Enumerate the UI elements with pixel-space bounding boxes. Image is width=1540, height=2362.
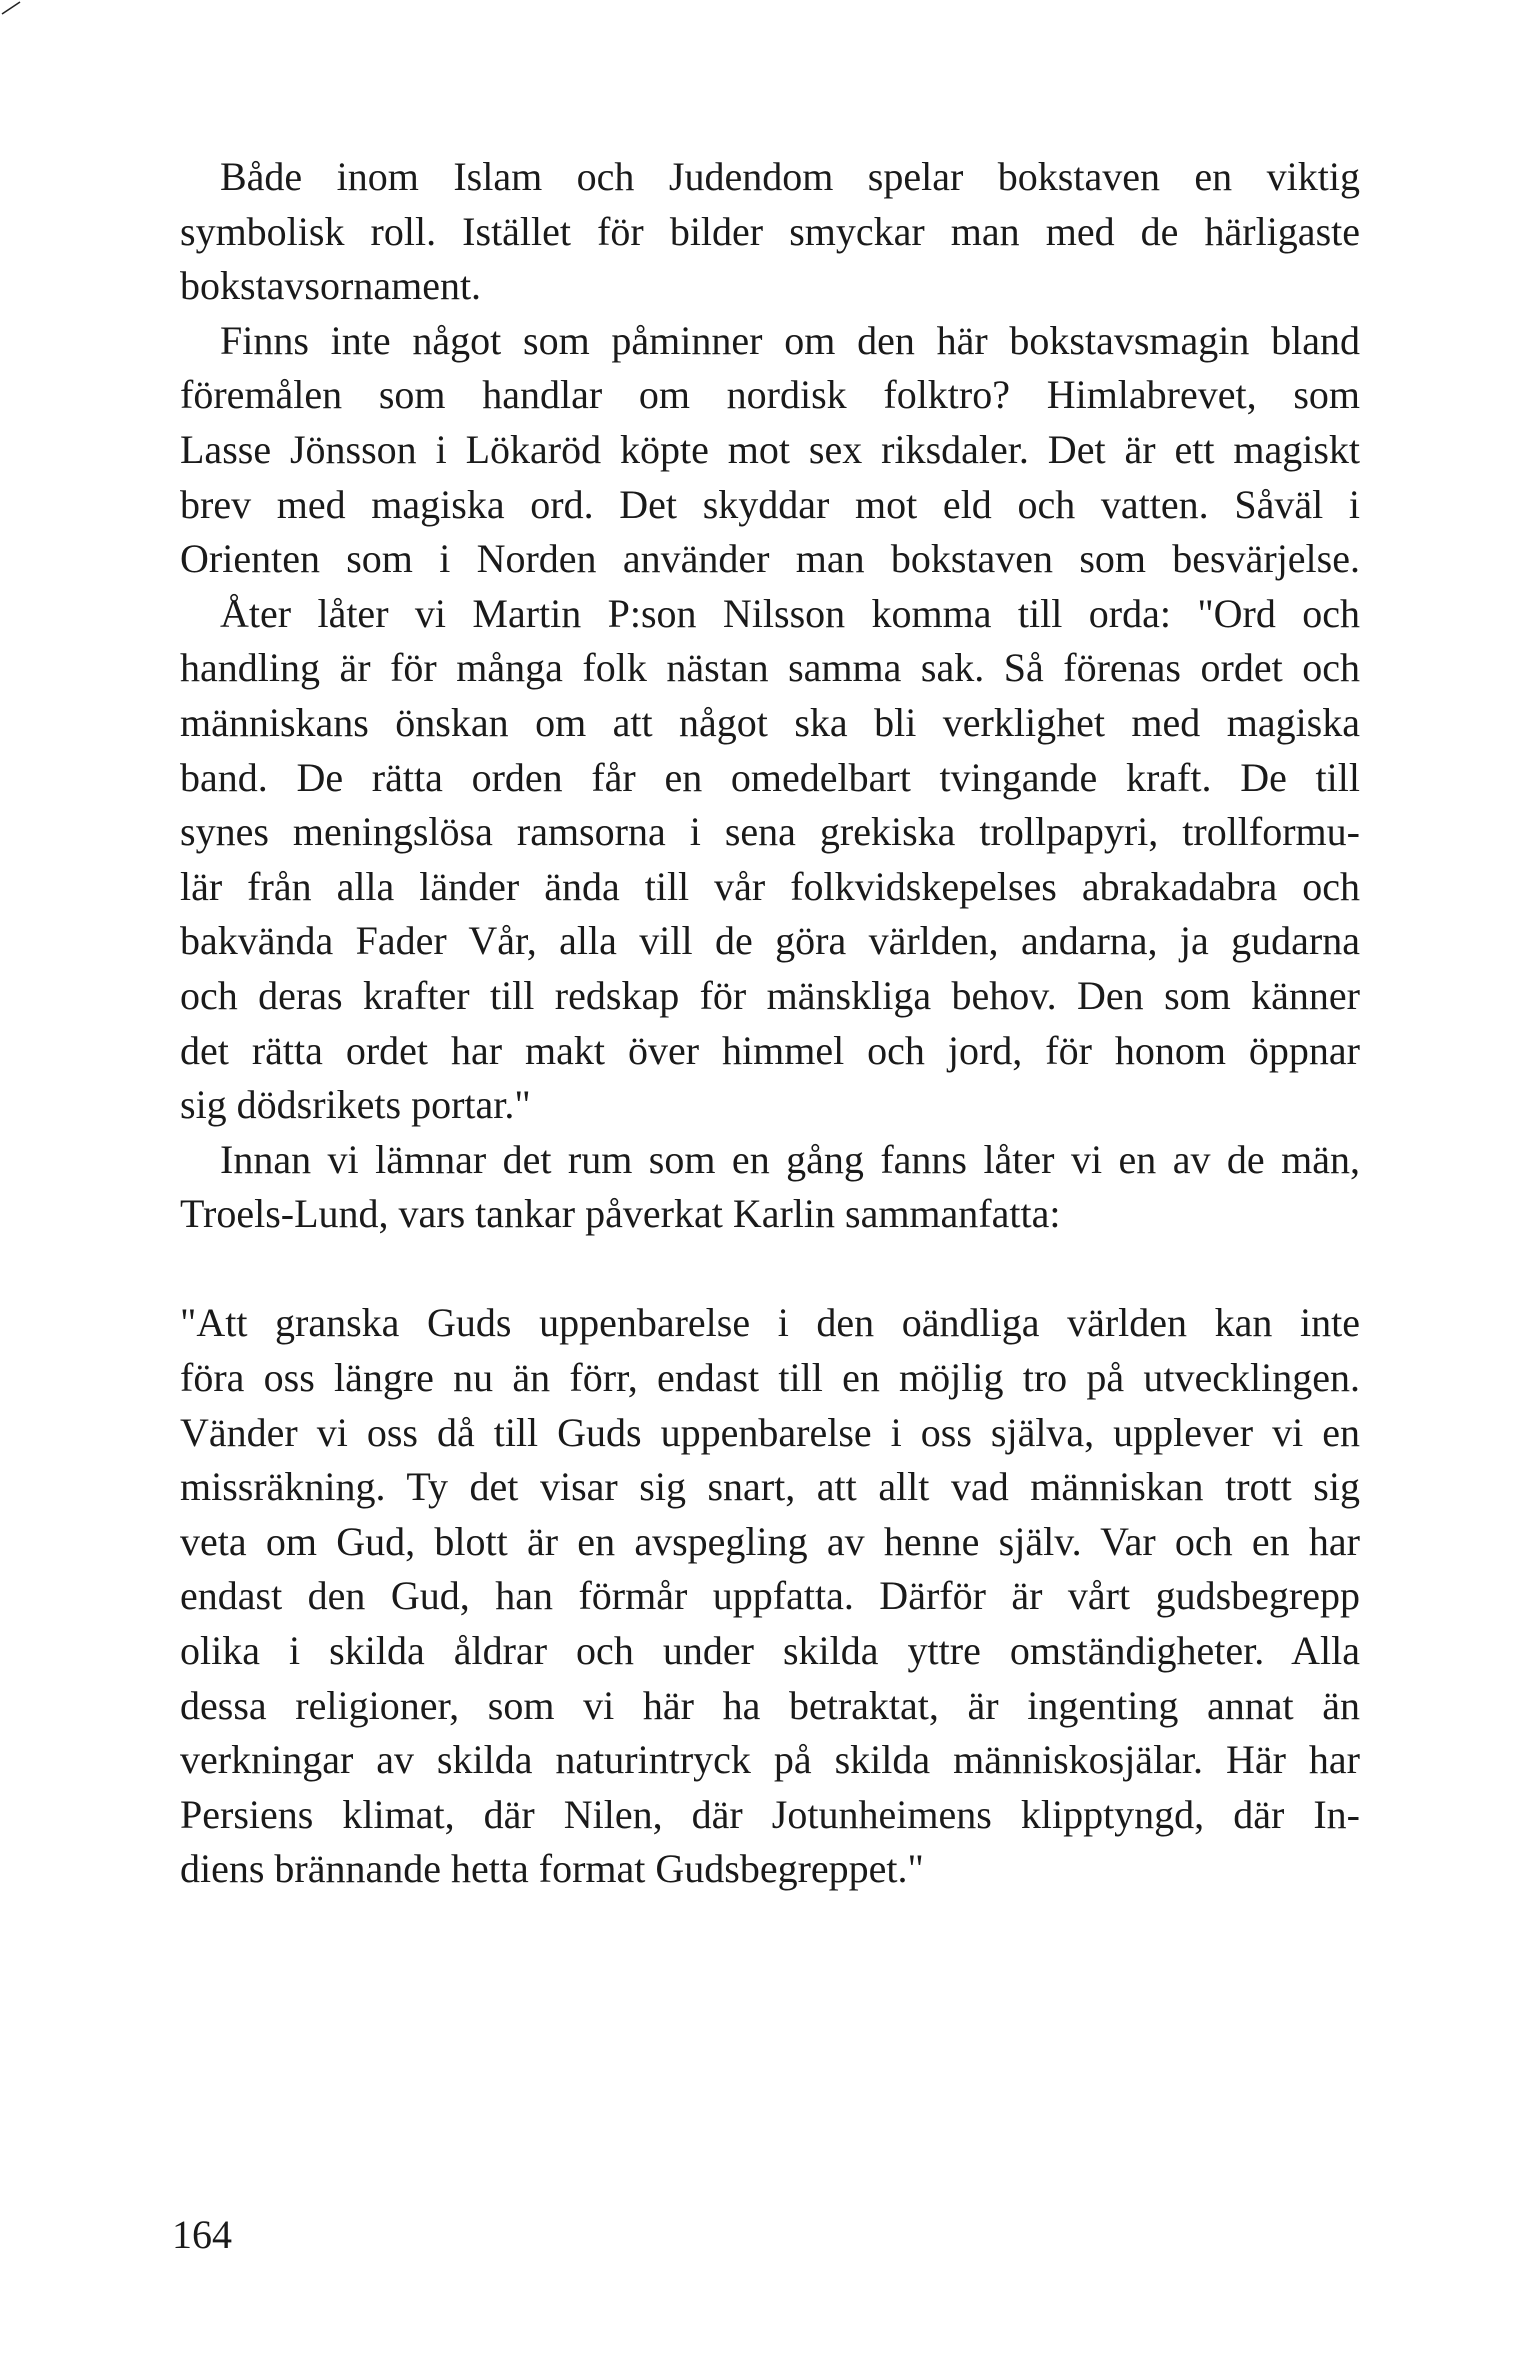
quote-line: olika i skilda åldrar och under skilda yttre omständigheter. Alla — [180, 1628, 1360, 1674]
quote-line: missräkning. Ty det visar sig snart, att allt vad människan trott sig — [180, 1464, 1360, 1510]
quote-line: Vänder vi oss då till Guds uppenbarelse i oss själva, upplever vi en — [180, 1409, 1360, 1455]
text-line: Finns inte något som påminner om den här bokstavsmagin bland — [220, 317, 1360, 363]
quote-line: föra oss längre nu än förr, endast till en möjlig tro på utvecklingen. — [180, 1355, 1360, 1401]
quote-line: verkningar av skilda naturintryck på skilda människosjälar. Här har — [180, 1737, 1360, 1783]
text-line: lär från alla länder ända till vår folkvidskepelses abrakadabra och — [180, 863, 1360, 909]
quote-line: dessa religioner, som vi här ha betraktat, är ingenting annat än — [180, 1682, 1360, 1728]
page-number: 164 — [172, 2212, 232, 2257]
text-line: Både inom Islam och Judendom spelar bokstaven en viktig — [220, 154, 1360, 199]
quote-line: "Att granska Guds uppenbarelse i den oändliga världen kan inte — [180, 1300, 1360, 1346]
quote-line: Persiens klimat, där Nilen, där Jotunheimens klipptyngd, där In- — [180, 1791, 1360, 1837]
paragraph-4 — [180, 1133, 1360, 1242]
paragraph-1 — [180, 150, 1360, 314]
text-line: och deras krafter till redskap för mänskliga behov. Den som känner — [180, 972, 1360, 1018]
text-line: handling är för många folk nästan samma sak. Så förenas ordet och — [180, 645, 1360, 691]
text-line: bakvända Fader Vår, alla vill de göra världen, andarna, ja gudarna — [180, 918, 1360, 964]
text-line: människans önskan om att något ska bli verklighet med magiska — [180, 699, 1360, 745]
quote-line: endast den Gud, han förmår uppfatta. Därför är vårt gudsbegrepp — [180, 1573, 1360, 1619]
paragraph-3 — [180, 587, 1360, 1133]
quote-line: veta om Gud, blott är en avspegling av henne själv. Var och en har — [180, 1518, 1360, 1564]
text-line: Troels-Lund, vars tankar påverkat Karlin sammanfatta: — [180, 1191, 1061, 1237]
text-line: sig dödsrikets portar." — [180, 1082, 531, 1128]
text-line: Innan vi lämnar det rum som en gång fanns låter vi en av de män, — [220, 1136, 1360, 1182]
body-text — [180, 150, 1360, 1897]
text-line: bokstavsornament. — [180, 263, 482, 309]
text-line: band. De rätta orden får en omedelbart tvingande kraft. De till — [180, 754, 1360, 800]
text-line: föremålen som handlar om nordisk folktro? Himlabrevet, som — [180, 372, 1360, 418]
paragraph-2 — [180, 314, 1360, 587]
paragraph-spacer — [180, 1242, 1360, 1297]
pen-mark-icon — [0, 0, 22, 16]
text-line: symbolisk roll. Istället för bilder smyckar man med de härligaste — [180, 208, 1360, 254]
text-line: Orienten som i Norden använder man bokstaven som besvärjelse. — [180, 536, 1360, 582]
text-line: brev med magiska ord. Det skyddar mot eld och vatten. Såväl i — [180, 481, 1360, 527]
text-line: Åter låter vi Martin P:son Nilsson komma till orda: "Ord och — [220, 590, 1360, 636]
text-line: Lasse Jönsson i Lökaröd köpte mot sex riksdaler. Det är ett magiskt — [180, 426, 1360, 472]
block-quote — [180, 1296, 1360, 1897]
quote-line: diens brännande hetta format Gudsbegreppet." — [180, 1846, 924, 1892]
text-line: det rätta ordet har makt över himmel och jord, för honom öppnar — [180, 1027, 1360, 1073]
text-line: synes meningslösa ramsorna i sena grekiska trollpapyri, trollformu- — [180, 809, 1360, 855]
